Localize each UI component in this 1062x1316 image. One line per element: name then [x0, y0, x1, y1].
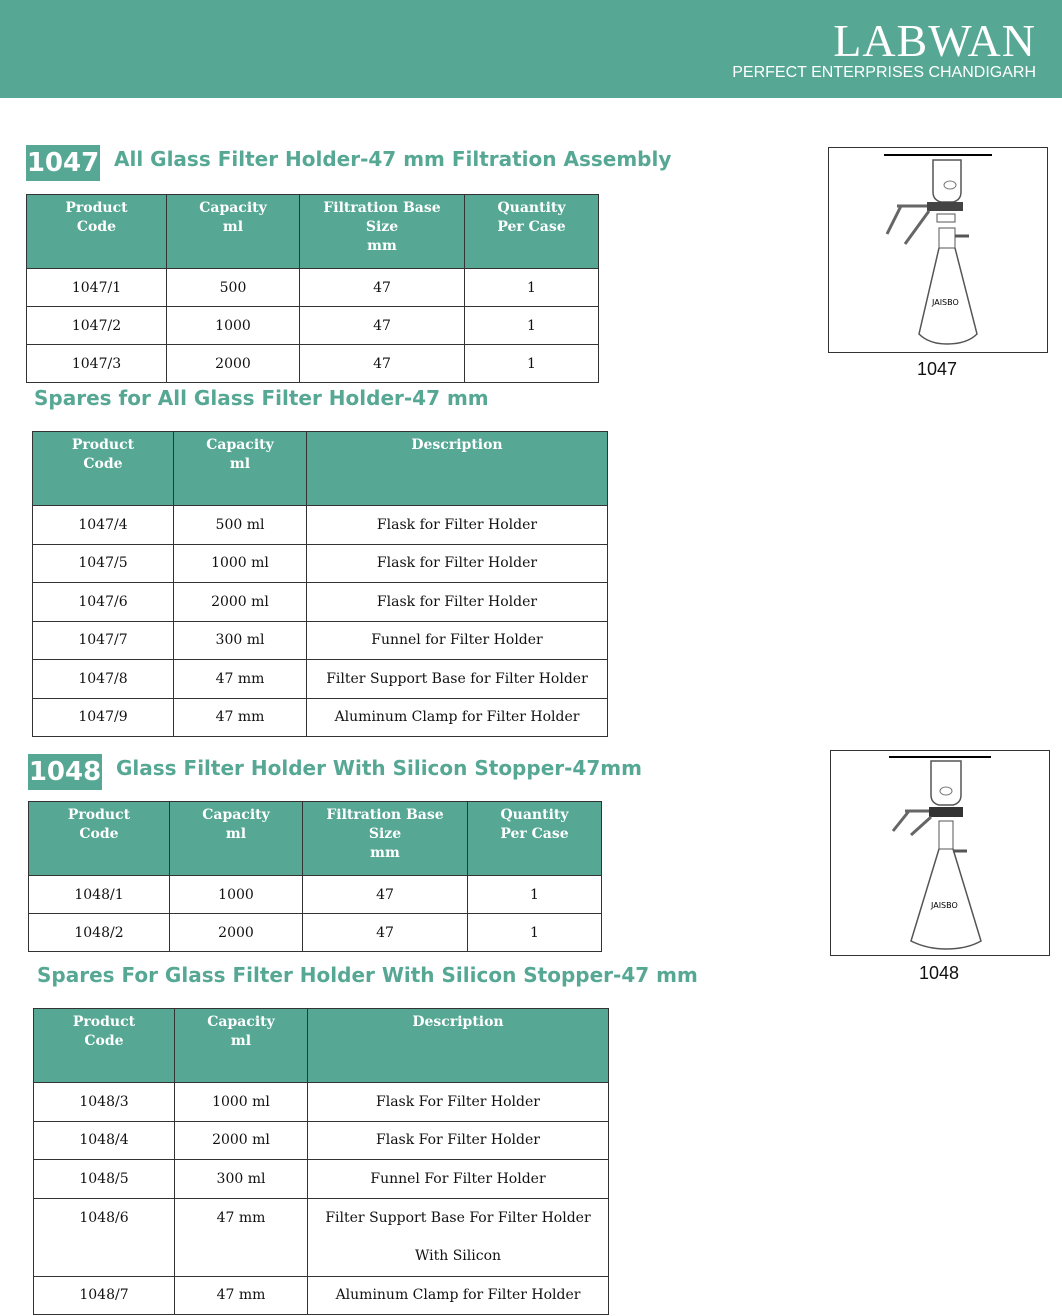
table-cell: 1047/4: [33, 506, 174, 545]
table-cell: 47: [303, 876, 468, 914]
table-cell: 500: [167, 269, 300, 307]
table-cell: Aluminum Clamp for Filter Holder: [307, 698, 608, 737]
table-row: [33, 583, 608, 622]
spares-table-1048: [33, 1008, 609, 1315]
section-title-1048: Glass Filter Holder With Silicon Stopper-47mm: [116, 756, 642, 780]
table-cell: 1048/3: [34, 1083, 175, 1122]
table-cell: Funnel for Filter Holder: [307, 621, 608, 660]
table-row: [27, 269, 599, 307]
table-cell: 47: [300, 269, 465, 307]
table-row: [33, 660, 608, 699]
table-row: [34, 1160, 609, 1199]
section-title-1047: All Glass Filter Holder-47 mm Filtration Assembly: [114, 147, 672, 171]
column-header: Product Code: [27, 195, 167, 269]
table-cell: Filter Support Base For Filter Holder With Silicon: [308, 1198, 609, 1276]
table-cell: Aluminum Clamp for Filter Holder: [308, 1276, 609, 1315]
column-header: Quantity Per Case: [468, 802, 602, 876]
table-cell: 1: [465, 269, 599, 307]
figure-caption-1048: 1048: [919, 963, 960, 983]
table-header-row: [29, 802, 602, 876]
table-row: [33, 698, 608, 737]
table-row: [27, 307, 599, 345]
spares-table-1047: [32, 431, 608, 737]
table-cell: 1: [468, 914, 602, 952]
figure-caption-1047: 1047: [917, 359, 958, 379]
table-row: [34, 1198, 609, 1276]
column-header: Product Code: [33, 432, 174, 506]
table-cell: 1000: [170, 876, 303, 914]
table-row: [29, 876, 602, 914]
table-cell: 1047/2: [27, 307, 167, 345]
product-table-1048: [28, 801, 602, 952]
figure-brand-label: JAISBO: [931, 901, 958, 910]
table-cell: 300 ml: [174, 621, 307, 660]
table-cell: 1047/9: [33, 698, 174, 737]
table-cell: 47 mm: [175, 1198, 308, 1276]
table-cell: 1047/8: [33, 660, 174, 699]
table-cell: 47: [303, 914, 468, 952]
table-cell: Funnel For Filter Holder: [308, 1160, 609, 1199]
table-row: [34, 1121, 609, 1160]
product-figure-1047: [828, 147, 1048, 353]
table-cell: Flask for Filter Holder: [307, 544, 608, 583]
table-cell: 1047/1: [27, 269, 167, 307]
column-header: Product Code: [34, 1009, 175, 1083]
product-code-badge-1048: 1048: [28, 754, 102, 790]
table-cell: 1048/5: [34, 1160, 175, 1199]
filter-assembly-illustration: [829, 148, 1047, 352]
filter-stopper-illustration: [831, 751, 1049, 955]
section-title-spares-1047: Spares for All Glass Filter Holder-47 mm: [34, 386, 489, 410]
table-cell: 47: [300, 345, 465, 383]
table-header-row: [33, 432, 608, 506]
column-header: Quantity Per Case: [465, 195, 599, 269]
table-cell: 500 ml: [174, 506, 307, 545]
column-header: Capacity ml: [170, 802, 303, 876]
product-figure-1048: [830, 750, 1050, 956]
brand-subtitle: PERFECT ENTERPRISES CHANDIGARH: [732, 64, 1036, 81]
column-header: Filtration Base Size mm: [303, 802, 468, 876]
product-table-1047: [26, 194, 599, 383]
table-cell: 1048/4: [34, 1121, 175, 1160]
table-row: [27, 345, 599, 383]
table-cell: 1048/7: [34, 1276, 175, 1315]
table-cell: Flask For Filter Holder: [308, 1121, 609, 1160]
table-cell: Filter Support Base for Filter Holder: [307, 660, 608, 699]
table-cell: 1047/7: [33, 621, 174, 660]
column-header: Description: [308, 1009, 609, 1083]
table-row: [33, 621, 608, 660]
figure-brand-label: JAISBO: [932, 298, 959, 307]
table-cell: 1048/6: [34, 1198, 175, 1276]
section-title-spares-1048: Spares For Glass Filter Holder With Silicon Stopper-47 mm: [37, 963, 698, 987]
table-row: [34, 1083, 609, 1122]
table-row: [33, 544, 608, 583]
table-cell: 1000 ml: [174, 544, 307, 583]
page-header: [0, 0, 1062, 98]
column-header: Capacity ml: [174, 432, 307, 506]
table-cell: 2000: [167, 345, 300, 383]
table-cell: 47 mm: [175, 1276, 308, 1315]
table-cell: 47: [300, 307, 465, 345]
table-cell: 1: [465, 345, 599, 383]
table-cell: 47 mm: [174, 660, 307, 699]
table-cell: 1048/2: [29, 914, 170, 952]
table-cell: Flask for Filter Holder: [307, 583, 608, 622]
table-cell: 1: [465, 307, 599, 345]
brand-logo: LABWAN: [833, 15, 1036, 66]
table-cell: 1000: [167, 307, 300, 345]
table-cell: 1: [468, 876, 602, 914]
table-cell: 300 ml: [175, 1160, 308, 1199]
column-header: Capacity ml: [167, 195, 300, 269]
column-header: Description: [307, 432, 608, 506]
table-cell: 47 mm: [174, 698, 307, 737]
table-cell: 1047/5: [33, 544, 174, 583]
table-cell: 1047/6: [33, 583, 174, 622]
table-row: [34, 1276, 609, 1315]
table-cell: 2000 ml: [174, 583, 307, 622]
column-header: Product Code: [29, 802, 170, 876]
table-row: [29, 914, 602, 952]
table-cell: 1048/1: [29, 876, 170, 914]
table-cell: 2000 ml: [175, 1121, 308, 1160]
table-cell: Flask for Filter Holder: [307, 506, 608, 545]
table-header-row: [27, 195, 599, 269]
table-cell: 2000: [170, 914, 303, 952]
table-cell: Flask For Filter Holder: [308, 1083, 609, 1122]
column-header: Capacity ml: [175, 1009, 308, 1083]
table-row: [33, 506, 608, 545]
column-header: Filtration Base Size mm: [300, 195, 465, 269]
product-code-badge-1047: 1047: [26, 145, 100, 181]
table-header-row: [34, 1009, 609, 1083]
table-cell: 1000 ml: [175, 1083, 308, 1122]
table-cell: 1047/3: [27, 345, 167, 383]
